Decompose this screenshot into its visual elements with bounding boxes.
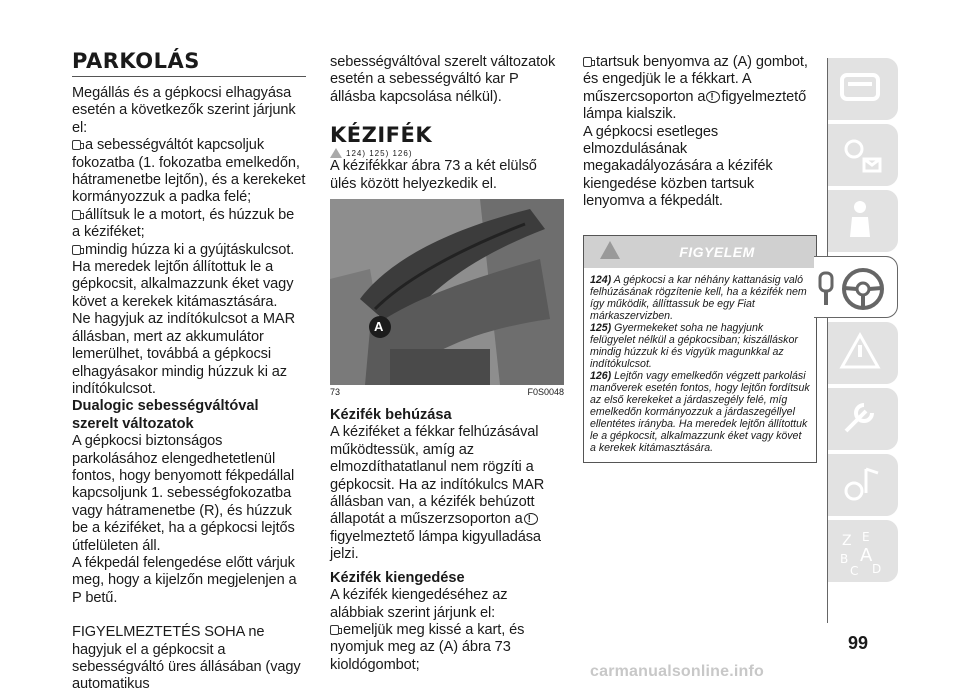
warning-item: 125) Gyermekeket soha ne hagyjunk felügyelet nélkül a gépkocsiban; kiszálláskor mindig húzzuk ki és vigyük magunkkal az indítókulcsot.	[590, 321, 798, 370]
bullet-icon	[583, 57, 592, 67]
svg-text:A: A	[860, 545, 873, 566]
lights-messages-icon	[838, 131, 882, 175]
paragraph: A fékpedál felengedése előtt várjuk meg, hogy a kijelzőn megjelenjen a P betű.	[72, 554, 297, 606]
section-title-kezifek: KÉZIFÉK	[330, 123, 433, 148]
warning-title: FIGYELEM	[679, 243, 755, 260]
bullet-text: állítsuk le a motort, és húzzuk be a kéziféket;	[72, 206, 295, 241]
bullet-icon	[72, 210, 81, 220]
warning-header	[584, 236, 816, 268]
subheading-behuzasa: Kézifék behúzása	[330, 407, 452, 424]
paragraph: sebességváltóval szerelt változatok esetén a sebességváltó kar P állásba kapcsolása nélkül).	[330, 54, 556, 105]
tab-seatbelt-airbag[interactable]	[828, 190, 898, 252]
handbrake-figure	[330, 199, 564, 385]
column-3	[583, 54, 817, 463]
index-letters-icon	[838, 527, 888, 577]
tab-car-dashboard[interactable]	[828, 58, 898, 120]
bullet-text: a sebességváltót kapcsoljuk fokozatba (1. fokozatba emelkedőn, hátramenetbe lejtőn), és a kerekeket kormányozzuk a padka felé;	[72, 137, 306, 206]
steering-wheel-icon	[838, 264, 888, 314]
brake-warning-lamp-icon	[706, 91, 720, 103]
title-rule	[72, 76, 306, 77]
bullet-item	[72, 137, 306, 207]
column-1	[72, 50, 306, 694]
subheading-dualogic: Dualogic sebességváltóval szerelt változatok	[72, 398, 259, 432]
paragraph: A gépkocsi biztonságos parkolásához elengedhetetlenül fontos, hogy benyomott fékpedállal kapcsoljunk 1. sebességfokozatba vagy hátramenetbe (R), és húzzuk be a kéziféket, ha a gépkocsi lejtős útfelületen áll.	[72, 433, 295, 554]
warning-item: 124) A gépkocsi a kar néhány kattanásig való felhúzásának rögzítenie kell, ha a kézifék nem így működik, állíttassuk be egy Fiat márkaszervizben.	[590, 273, 807, 322]
figure-code: F0S0048	[527, 387, 564, 398]
warning-car-icon	[838, 329, 882, 373]
handbrake-illustration	[330, 199, 564, 385]
figure-label-a: A	[374, 319, 384, 335]
bullet-icon	[72, 245, 81, 255]
subheading-kiengedese: Kézifék kiengedése	[330, 569, 465, 586]
svg-text:E: E	[862, 530, 870, 544]
svg-text:B: B	[840, 552, 849, 566]
page-number: 99	[848, 633, 869, 653]
car-dashboard-icon	[838, 65, 882, 109]
seatbelt-airbag-icon	[838, 197, 882, 241]
bullet-icon	[72, 140, 81, 150]
paragraph: A kézifék kiengedéséhez az alábbiak szerint járjunk el:	[330, 587, 508, 621]
wrench-car-icon	[838, 395, 882, 439]
tab-wrench-car[interactable]	[828, 388, 898, 450]
paragraph: A kéziféket a fékkar felhúzásával működtessük, amíg az elmozdíthatatlanul nem rögzíti a gépkocsit. Ha az indítókulcs MAR állásban van, a kézifék behúzott állapotát a műszerzsoporton a! figyelmeztető lámpa kigyulladása jelzi.	[330, 424, 564, 563]
warning-item: 126) Lejtőn vagy emelkedőn végzett parkolási manőverek esetén fontos, hogy lejtőn fordítsuk az első kerekeket a járdaszegély felé, míg emelkedőn kormányozzuk a járdaszegéllyel ellentétes irányba. Ha meredek lejtőn állítottuk le a gépkocsit, alkalmazzunk éket vagy követ a kerekek kitámasztására.	[590, 369, 810, 454]
svg-text:D: D	[872, 562, 882, 576]
tab-warning[interactable]	[828, 322, 898, 384]
paragraph: Megállás és a gépkocsi elhagyása esetén a következők szerint járjunk el:	[72, 85, 296, 136]
paragraph: Ha meredek lejtőn állítottuk le a gépkocsit, alkalmazzunk éket vagy követ a kerekek kitámasztására.	[72, 259, 294, 310]
section-title-parkolas: PARKOLÁS	[72, 49, 200, 73]
paragraph: A kézifékkar ábra 73 a két elülső ülés között helyezkedik el.	[330, 158, 537, 192]
bullet-icon	[330, 625, 339, 635]
bullet-item	[72, 242, 306, 259]
media-music-icon	[838, 461, 882, 505]
svg-text:Z: Z	[842, 533, 852, 549]
watermark: carmanualsonline.info	[590, 663, 765, 680]
bullet-item: tartsuk benyomva az (A) gombot, és engedjük le a fékkart. A műszercsoporton a! figyelmeztető lámpa kialszik.	[583, 54, 817, 124]
tab-media-music[interactable]	[828, 454, 898, 516]
tab-lights-messages[interactable]	[828, 124, 898, 186]
tab-index[interactable]	[828, 520, 898, 582]
warning-box	[583, 235, 817, 463]
bullet-item	[72, 207, 306, 242]
paragraph: Ne hagyjuk az indítókulcsot a MAR állásban, mert az akkumulátor lemerülhet, továbbá a gépkocsi elhagyásakor mindig húzzuk ki az indítókulcsot.	[72, 311, 296, 397]
svg-text:C: C	[850, 564, 859, 578]
figure-number: 73	[330, 387, 341, 398]
chapter-sidebar	[827, 58, 893, 623]
paragraph: FIGYELMEZTETÉS SOHA ne hagyjuk el a gépkocsit a sebességváltó üres állásában (vagy automatikus	[72, 624, 301, 693]
warning-body	[584, 268, 816, 462]
bullet-text: mindig húzza ki a gyújtáskulcsot.	[85, 241, 295, 258]
warning-small-icon	[330, 148, 342, 158]
tab-steering-wheel-active[interactable]	[814, 256, 898, 318]
bullet-item: emeljük meg kissé a kart, és nyomjuk meg az (A) ábra 73 kioldógombot;	[330, 621, 525, 673]
brake-warning-lamp-icon	[524, 513, 538, 525]
column-2	[330, 54, 564, 674]
key-icon	[816, 271, 836, 307]
warning-refs: 124) 125) 126)	[330, 148, 564, 158]
figure-caption	[330, 387, 564, 397]
paragraph: A gépkocsi esetleges elmozdulásának megakadályozására a kézifék kiengedése közben tartsuk lenyomva a fékpedált.	[583, 123, 773, 210]
